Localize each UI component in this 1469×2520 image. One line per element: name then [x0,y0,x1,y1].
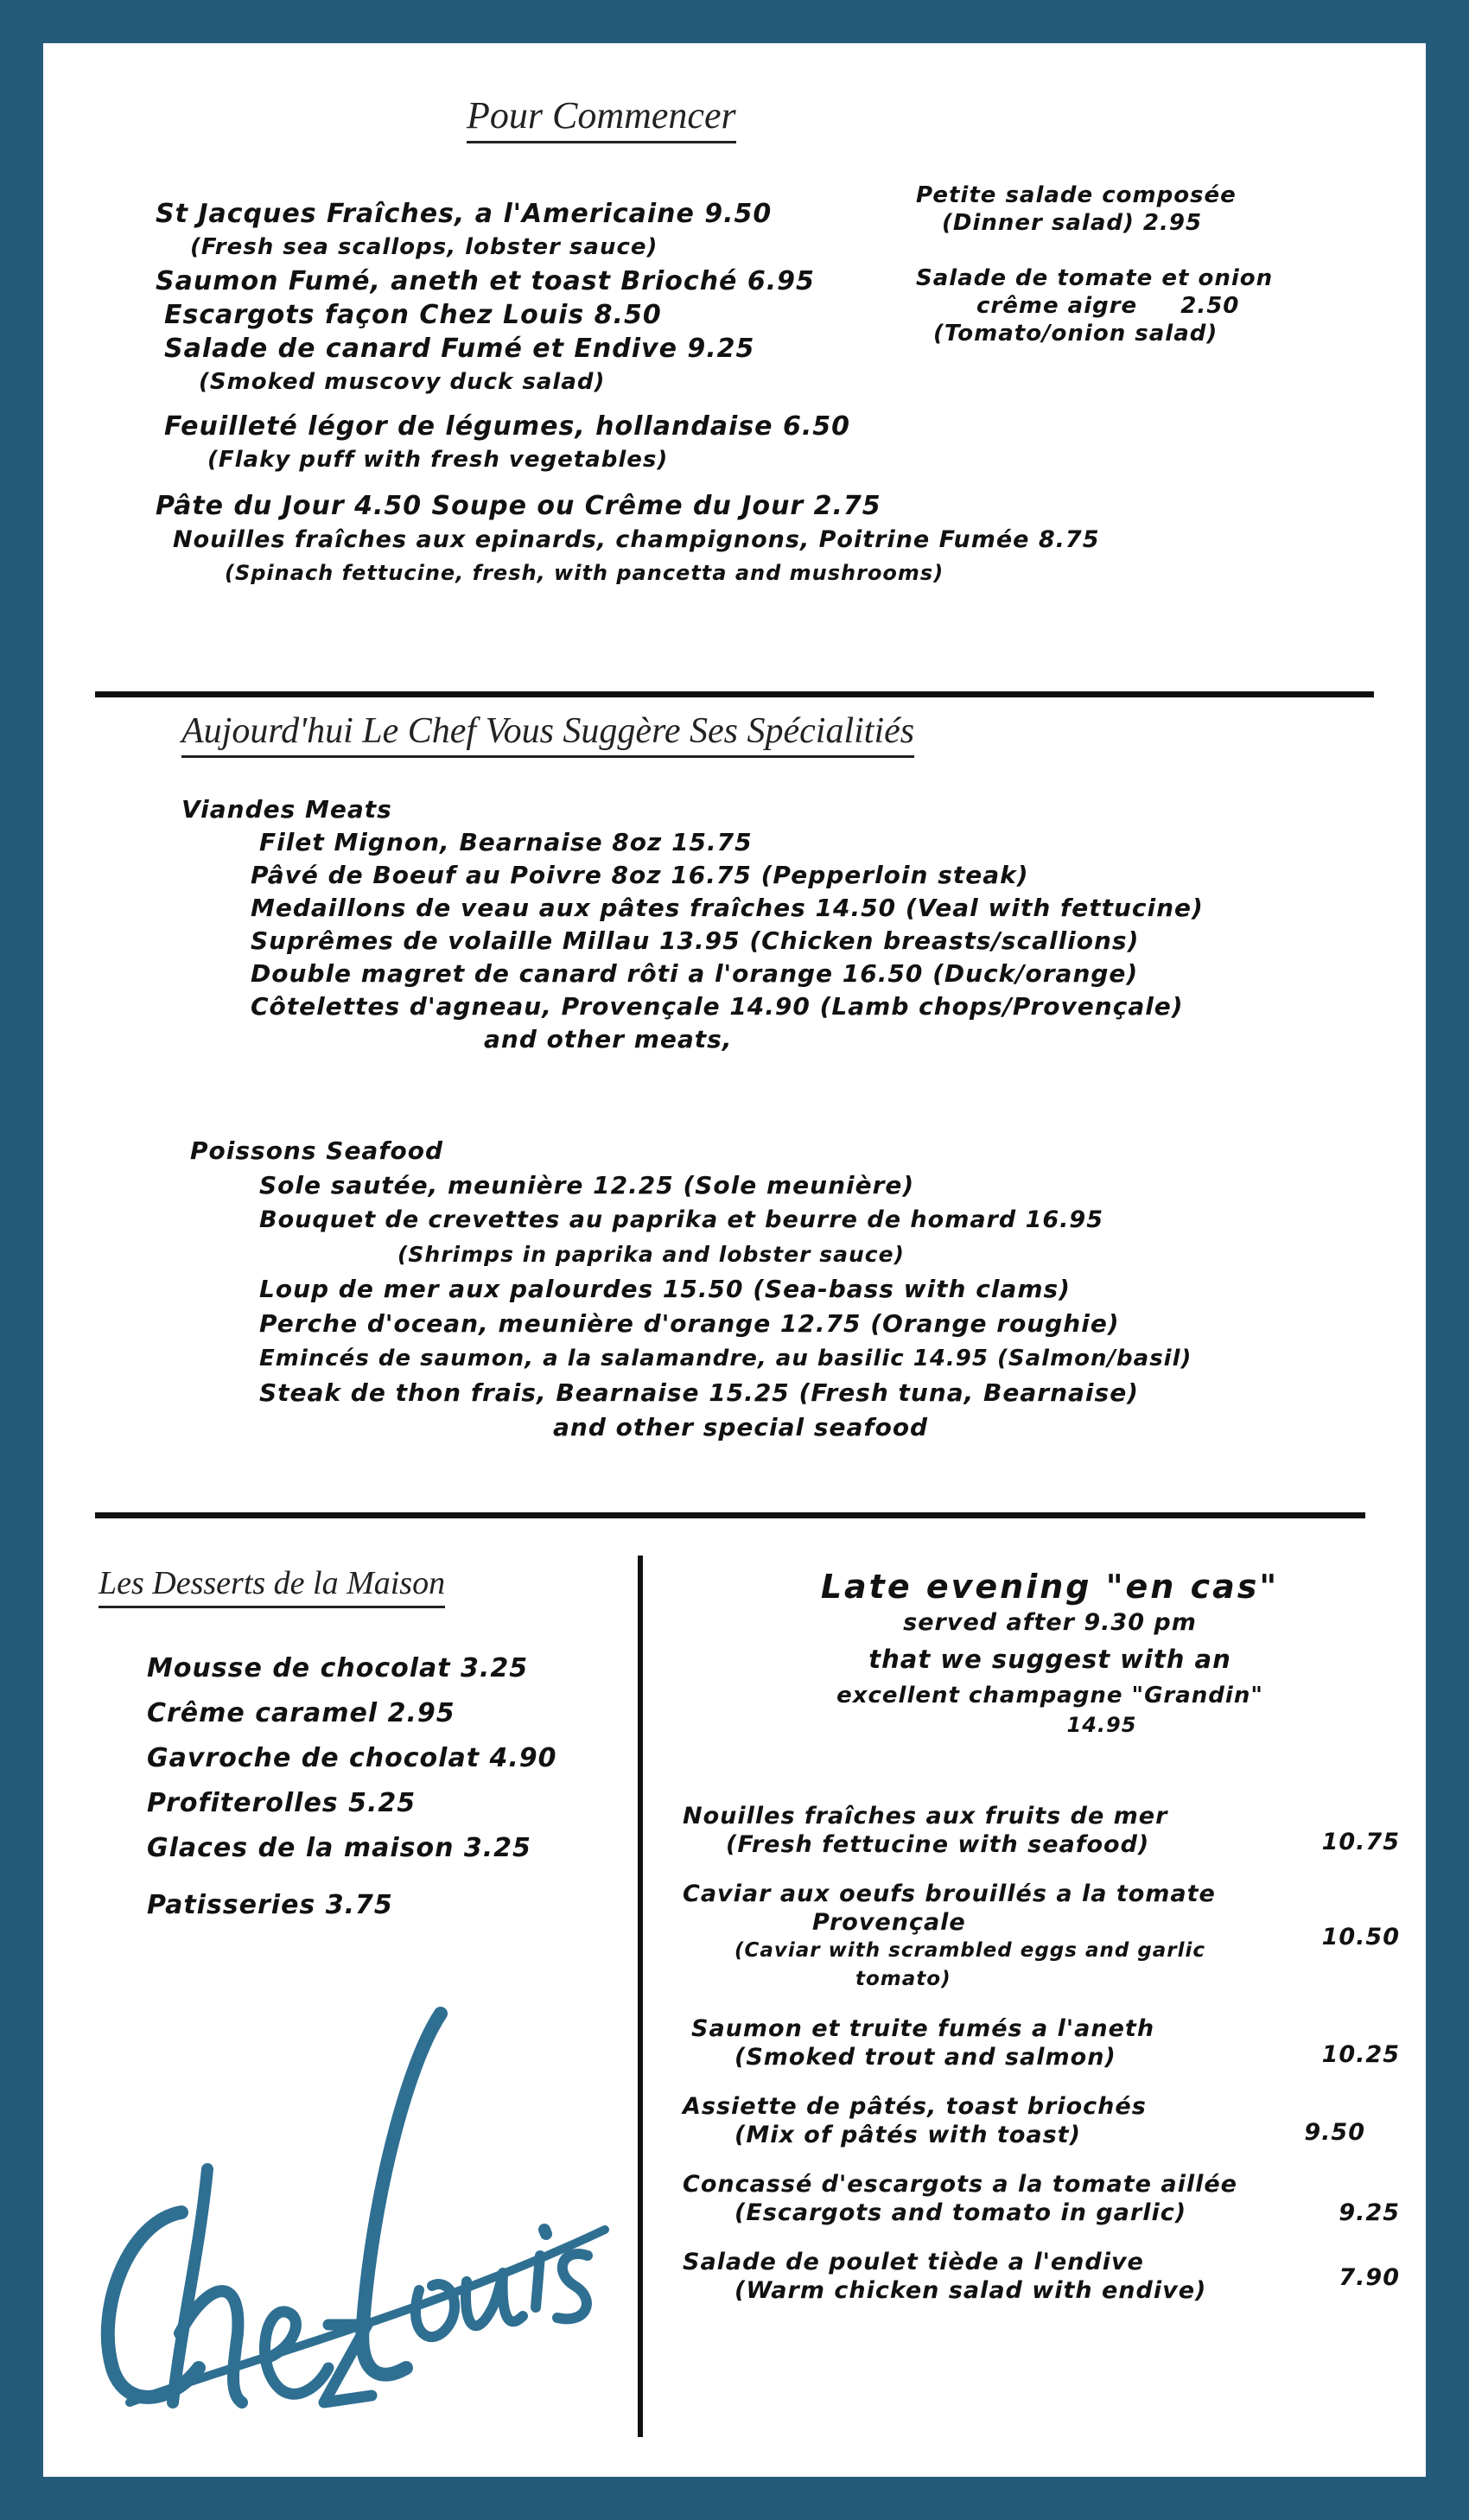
seafood-item: Sole sautée, meunière 12.25 (Sole meunière) [259,1171,915,1200]
seafood-section [190,1134,1192,1445]
meats-footer: and other meats, [484,1025,733,1053]
starters-side-list [916,181,1273,347]
meat-item: Suprêmes de volaille Millau 13.95 (Chicken breasts/scallions) [251,926,1140,955]
late-item-sub: (Mix of pâtés with toast) [734,2122,1081,2148]
meat-item: Filet Mignon, Bearnaise 8oz 15.75 [259,828,753,856]
late-item-line: Saumon et truite fumés a l'aneth [691,2015,1155,2042]
late-item-sub: Provençale [812,1909,966,1936]
late-evening-list [683,1802,1400,2305]
late-item-sub: (Smoked trout and salmon) [734,2044,1116,2071]
late-item-sub: tomato) [855,1968,951,1990]
meat-item: Medaillons de veau aux pâtes fraîches 14.50 (Veal with fettucine) [251,894,1204,922]
late-item-line: Assiette de pâtés, toast briochés [683,2093,1147,2120]
seafood-sub: (Shrimps in paprika and lobster sauce) [397,1242,905,1267]
late-item-price: 7.90 [1339,2264,1400,2291]
side-salad-sub: (Tomato/onion salad) [933,321,1218,347]
late-item-line: Caviar aux oeufs brouillés a la tomate [683,1880,1216,1907]
meat-item: Pâvé de Boeuf au Poivre 8oz 16.75 (Pepperloin steak) [251,861,1029,889]
chez-louis-logo [78,1996,614,2446]
desserts-heading: Les Desserts de la Maison [99,1564,445,1608]
late-evening-intro-line: that we suggest with an [868,1645,1231,1674]
seafood-item: Bouquet de crevettes au paprika et beurre de homard 16.95 [259,1206,1103,1233]
starter-item: St Jacques Fraîches, a l'Americaine 9.50 [156,199,773,229]
starter-item: Pâte du Jour 4.50 Soupe ou Crême du Jour 2.75 [156,491,881,521]
late-evening-intro [700,1569,1400,1736]
dessert-item: Gavroche de chocolat 4.90 [147,1743,557,1773]
specials-heading: Aujourd'hui Le Chef Vous Suggère Ses Spécialitiés [181,710,914,758]
starter-item: Salade de canard Fumé et Endive 9.25 [164,334,755,364]
late-item [683,2092,1400,2149]
late-item-sub: (Escargots and tomato in garlic) [734,2199,1187,2226]
seafood-item: Emincés de saumon, a la salamandre, au basilic 14.95 (Salmon/basil) [259,1346,1192,1371]
side-salad-sub-text: crême aigre [976,293,1138,319]
seafood-footer: and other special seafood [553,1413,929,1441]
late-item-price: 10.75 [1321,1829,1400,1855]
late-item-price: 9.50 [1304,2119,1365,2146]
late-item-price: 10.50 [1321,1924,1400,1950]
menu-page [43,43,1426,2477]
starter-item: Saumon Fumé, aneth et toast Brioché 6.95 [156,266,815,296]
meat-item: Côtelettes d'agneau, Provençale 14.90 (Lamb chops/Provençale) [251,992,1184,1021]
meat-item: Double magret de canard rôti a l'orange 16.50 (Duck/orange) [251,959,1139,988]
starter-item: Feuilleté légor de légumes, hollandaise 6.50 [164,411,850,442]
divider-vertical [638,1556,643,2437]
late-item-sub: (Caviar with scrambled eggs and garlic [734,1939,1206,1962]
late-item-line: Salade de poulet tiède a l'endive [683,2249,1144,2275]
late-evening-title: Late evening "en cas" [820,1568,1280,1606]
dessert-item: Crême caramel 2.95 [147,1698,455,1728]
seafood-item: Steak de thon frais, Bearnaise 15.25 (Fresh tuna, Bearnaise) [259,1378,1139,1407]
side-salad-sub: (Dinner salad) 2.95 [942,210,1203,236]
late-item-sub: (Warm chicken salad with endive) [734,2277,1207,2304]
late-evening-intro-line: excellent champagne "Grandin" [836,1683,1263,1709]
starter-sub: (Fresh sea scallops, lobster sauce) [190,234,658,260]
side-salad-sub [916,292,1273,320]
starters-heading: Pour Commencer [467,93,736,143]
seafood-item: Loup de mer aux palourdes 15.50 (Sea-bass with clams) [259,1275,1071,1303]
late-item-price: 10.25 [1321,2041,1400,2068]
starter-sub: (Smoked muscovy duck salad) [199,369,606,395]
dessert-item: Glaces de la maison 3.25 [147,1833,531,1863]
seafood-header: Poissons Seafood [190,1136,444,1165]
late-item [683,2014,1400,2071]
late-item-line: Concassé d'escargots a la tomate aillée [683,2171,1237,2198]
late-evening-intro-line: served after 9.30 pm [903,1609,1197,1636]
starter-sub: (Flaky puff with fresh vegetables) [207,447,669,473]
meats-section [181,793,1204,1056]
late-item-line: Nouilles fraîches aux fruits de mer [683,1803,1168,1830]
late-item [683,1802,1400,1859]
divider-top [95,691,1374,697]
dessert-item: Mousse de chocolat 3.25 [147,1653,529,1683]
late-evening-intro-price: 14.95 [1066,1713,1137,1737]
starter-item: Nouilles fraîches aux epinards, champignons, Poitrine Fumée 8.75 [173,526,1100,553]
late-item [683,2170,1400,2227]
late-item [683,2248,1400,2305]
divider-middle [95,1512,1365,1518]
side-salad-item: Salade de tomate et onion [916,265,1274,291]
seafood-item: Perche d'ocean, meunière d'orange 12.75 (Orange roughie) [259,1309,1120,1338]
desserts-list [147,1646,557,1928]
side-salad-price: 2.50 [1180,293,1240,319]
meats-header: Viandes Meats [181,795,392,824]
starter-item: Escargots façon Chez Louis 8.50 [164,300,662,330]
late-item-sub: (Fresh fettucine with seafood) [726,1831,1150,1858]
starter-sub: (Spinach fettucine, fresh, with pancetta and mushrooms) [225,561,944,585]
side-salad-item: Petite salade composée [916,182,1237,208]
late-item [683,1880,1400,1994]
dessert-item: Patisseries 3.75 [147,1890,393,1920]
dessert-item: Profiterolles 5.25 [147,1788,417,1818]
late-item-price: 9.25 [1339,2199,1400,2226]
